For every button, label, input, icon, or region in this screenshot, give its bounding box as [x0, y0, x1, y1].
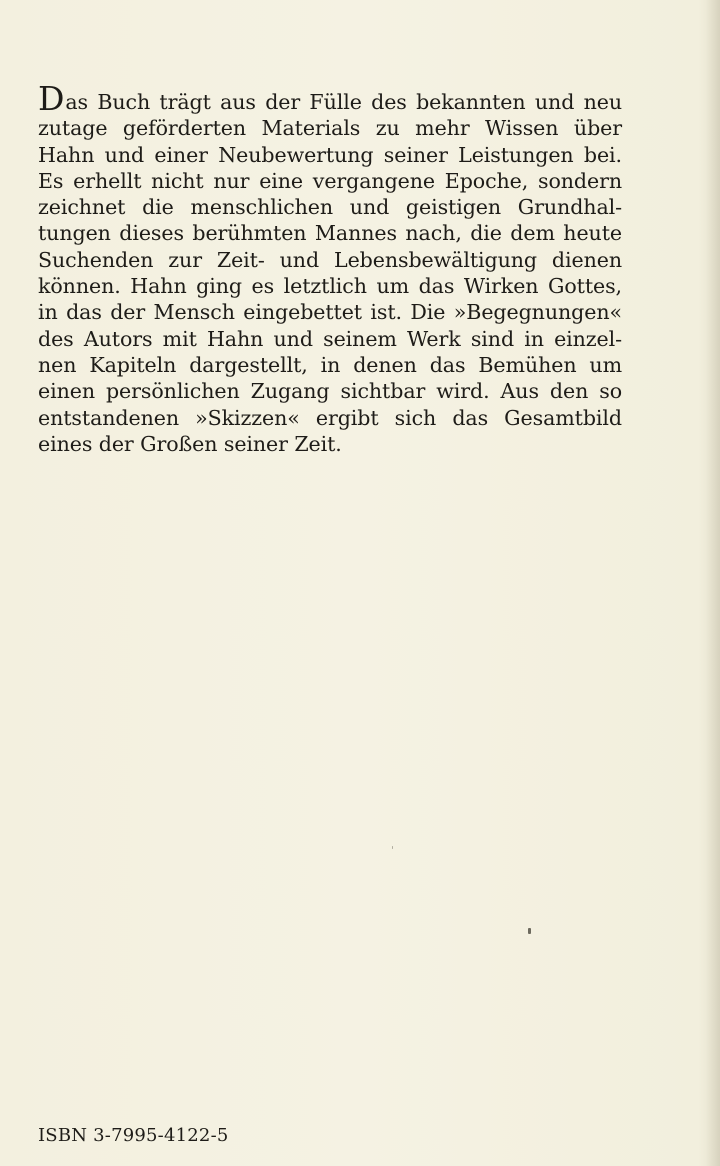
blurb-line: tungen dieses berühmten Mannes nach, die dem heute [38, 221, 622, 246]
blurb-line: des Autors mit Hahn und seinem Werk sind in einzel- [38, 326, 622, 351]
paper-speck [528, 928, 531, 934]
initial-letter: D [38, 79, 65, 118]
blurb-line-text: as Buch trägt aus der Fülle des bekannten und neu [65, 90, 622, 114]
blurb-line: Suchenden zur Zeit- und Lebensbewältigung dienen [38, 247, 622, 272]
blurb-line: zeichnet die menschlichen und geistigen Grundhal- [38, 195, 622, 220]
blurb-line: nen Kapiteln dargestellt, in denen das Bemühen um [38, 352, 622, 377]
blurb-line: in das der Mensch eingebettet ist. Die »Begegnungen« [38, 300, 622, 325]
blurb-text [38, 79, 622, 457]
blurb-line [38, 79, 622, 118]
isbn-number: ISBN 3-7995-4122-5 [38, 1125, 229, 1146]
blurb-line: Hahn und einer Neubewertung seiner Leistungen bei. [38, 142, 622, 167]
blurb-line: einen persönlichen Zugang sichtbar wird. Aus den so [38, 379, 622, 404]
blurb-line: zutage geförderten Materials zu mehr Wissen über [38, 116, 622, 141]
blurb-line: Es erhellt nicht nur eine vergangene Epoche, sondern [38, 168, 622, 193]
blurb-line: entstandenen »Skizzen« ergibt sich das Gesamtbild [38, 405, 622, 430]
blurb-line: eines der Großen seiner Zeit. [38, 431, 342, 456]
cover-edge-shadow [706, 0, 720, 1166]
paper-speck [392, 846, 393, 849]
blurb-line: können. Hahn ging es letztlich um das Wirken Gottes, [38, 274, 622, 299]
